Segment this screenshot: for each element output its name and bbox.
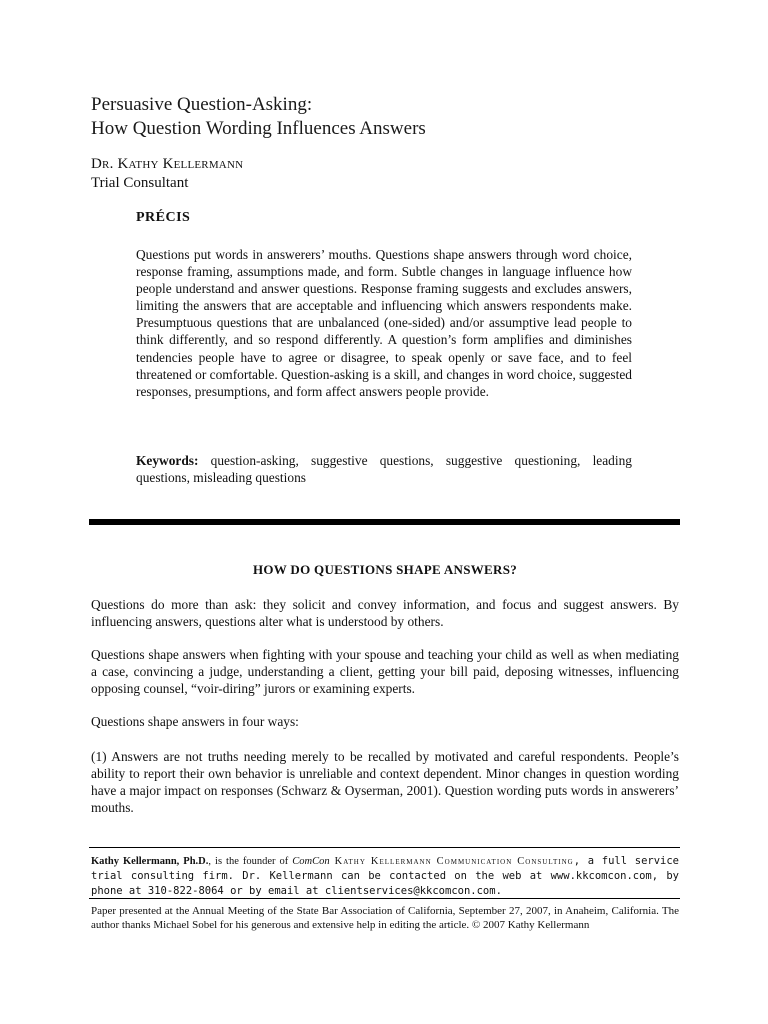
- keywords-list: question-asking, suggestive questions, suggestive questioning, leading questions, misleading questions: [136, 453, 632, 485]
- footnote-divider: [89, 847, 680, 848]
- body-paragraph: (1) Answers are not truths needing merely to be recalled by motivated and careful respondents. People’s ability to report their own behavior is unreliable and context dependent. Minor changes in question wording have a major impact on responses (Schwarz & Oyserman, 2001). Question wording puts words in answerers’ mouths.: [91, 749, 679, 815]
- bio-name: Kathy Kellermann, Ph.D.: [91, 856, 209, 867]
- author-role: Trial Consultant: [91, 175, 189, 191]
- paper-note-footnote: Paper presented at the Annual Meeting of the State Bar Association of California, September 27, 2007, in Anaheim, California. The author thanks Michael Sobel for his generous and extensive help in editing the article. © 2007 Kathy Kellermann: [91, 905, 679, 931]
- body-paragraph: Questions shape answers in four ways:: [91, 714, 299, 729]
- author-bio-footnote: [91, 854, 679, 899]
- footnote-divider-2: [89, 898, 680, 899]
- bio-is-founder: , is the founder of: [208, 856, 293, 867]
- section-heading: HOW DO QUESTIONS SHAPE ANSWERS?: [252, 562, 518, 577]
- body-paragraph: Questions do more than ask: they solicit and convey information, and focus and suggest answers. By influencing answers, questions alter what is understood by others.: [91, 597, 679, 629]
- title-line-2: How Question Wording Influences Answers: [91, 118, 426, 139]
- precis-heading: PRÉCIS: [136, 210, 191, 225]
- bio-contact: , a full service trial consulting firm. Dr. Kellermann can be contacted on the web at www.kkcomcon.com, by phone at 310-822-8064 or by email at clientservices@kkcomcon.com.: [91, 855, 679, 897]
- body-paragraph: Questions shape answers when fighting with your spouse and teaching your child as well as when mediating a case, convincing a judge, understanding a client, getting your bill paid, deposing witnesses, influencing opposing counsel, “voir-diring” jurors or examining experts.: [91, 647, 679, 696]
- title-line-1: Persuasive Question-Asking:: [91, 94, 313, 115]
- keywords-block: [136, 452, 632, 486]
- document-title: [91, 93, 691, 141]
- author-name: Dr. Kathy Kellermann: [91, 156, 244, 172]
- keywords-label: Keywords:: [136, 453, 199, 468]
- section-divider: [89, 519, 680, 525]
- bio-company: Kathy Kellermann Communication Consulting: [329, 856, 574, 867]
- precis-body: Questions put words in answerers’ mouths. Questions shape answers through word choice, response framing, assumptions made, and form. Subtle changes in language influence how people understand and answer questions. Response framing suggests and excludes answers, limiting the answers that are acceptable and influencing which answers respondents make. Presumptuous questions that are unbalanced (one-sided) and/or assumptive lead people to think differently, and so respond differently. A question’s form amplifies and diminishes tendencies people have to agree or disagree, to speak openly or save face, and to feel threatened or comfortable. Question-asking is a skill, and changes in word choice, suggested responses, presumptions, and form affect answers people provide.: [136, 247, 632, 399]
- bio-comcon: ComCon: [292, 856, 330, 867]
